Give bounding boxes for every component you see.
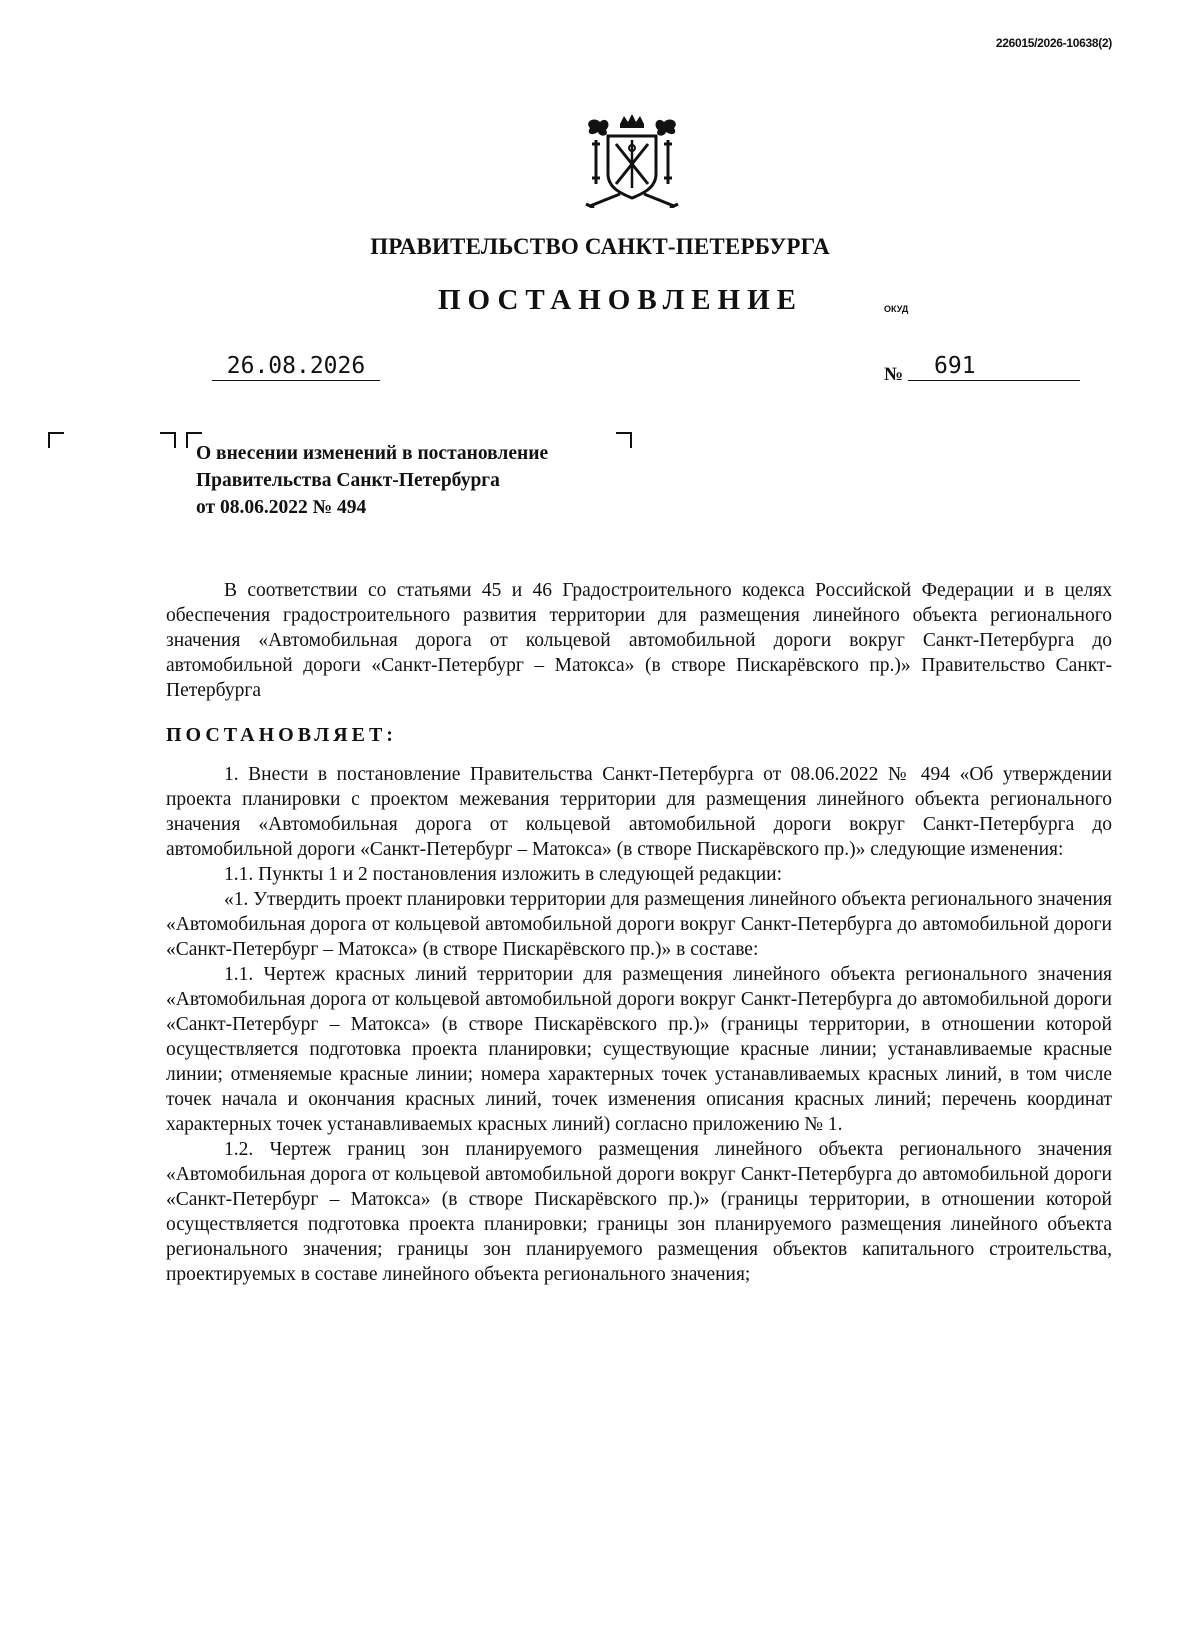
okud-label: ОКУД <box>884 304 909 314</box>
document-date: 26.08.2026 <box>212 352 380 381</box>
corner-mark <box>160 432 176 448</box>
document-body <box>166 578 1112 1287</box>
paragraph-1: 1. Внести в постановление Правительства Санкт-Петербурга от 08.06.2022 № 494 «Об утверждении проекта планировки с проектом межевания территории для размещения линейного объекта регионального значения «Автомобильная дорога от кольцевой автомобильной дороги вокруг Санкт-Петербурга до автомобильной дороги «Санкт-Петербург – Матокса» (в створе Пискарёвского пр.)» следующие изменения: <box>166 764 1112 860</box>
document-subject <box>196 440 666 521</box>
document-number: 691 <box>934 353 976 379</box>
subject-line: О внесении изменений в постановление <box>196 443 549 464</box>
st-petersburg-coat-of-arms-icon <box>580 114 684 208</box>
quoted-paragraph-1-2: 1.2. Чертеж границ зон планируемого размещения линейного объекта регионального значения «Автомобильная дорога от кольцевой автомобильной дороги вокруг Санкт-Петербурга до автомобильной дороги «Санкт-Петербург – Матокса» (в створе Пискарёвского пр.)» (границы территории, в отношении которой осуществляется подготовка проекта планировки; границы зон планируемого размещения линейного объекта регионального значения; границы зон планируемого размещения объектов капитального строительства, проектируемых в составе линейного объекта регионального значения; <box>166 1139 1112 1285</box>
document-number-field <box>908 352 1080 381</box>
subject-line: от 08.06.2022 № 494 <box>196 497 367 518</box>
number-label: № <box>884 364 904 385</box>
preamble-paragraph: В соответствии со статьями 45 и 46 Градостроительного кодекса Российской Федерации и в целях обеспечения градостроительного развития территории для размещения линейного объекта регионального значения «Автомобильная дорога от кольцевой автомобильной дороги вокруг Санкт-Петербурга до автомобильной дороги «Санкт-Петербург – Матокса» (в створе Пискарёвского пр.)» Правительство Санкт-Петербурга <box>166 580 1112 701</box>
corner-mark <box>48 432 64 448</box>
subject-line: Правительства Санкт-Петербурга <box>196 470 500 491</box>
quoted-paragraph-1: «1. Утвердить проект планировки территории для размещения линейного объекта регионального значения «Автомобильная дорога от кольцевой автомобильной дороги вокруг Санкт-Петербурга до автомобильной дороги «Санкт-Петербург – Матокса» (в створе Пискарёвского пр.)» в составе: <box>166 889 1112 960</box>
registration-number: 226015/2026-10638(2) <box>995 36 1112 50</box>
government-title: ПРАВИТЕЛЬСТВО САНКТ-ПЕТЕРБУРГА <box>370 234 830 259</box>
paragraph-1-1: 1.1. Пункты 1 и 2 постановления изложить в следующей редакции: <box>224 864 782 885</box>
quoted-paragraph-1-1: 1.1. Чертеж красных линий территории для размещения линейного объекта регионального значения «Автомобильная дорога от кольцевой автомобильной дороги вокруг Санкт-Петербурга до автомобильной дороги «Санкт-Петербург – Матокса» (в створе Пискарёвского пр.)» (границы территории, в отношении которой осуществляется подготовка проекта планировки; существующие красные линии; устанавливаемые красные линии; отменяемые красные линии; номера характерных точек устанавливаемых красных линий, в том числе точек начала и окончания красных линий, точек изменения описания красных линий; перечень координат характерных точек устанавливаемых красных линий) согласно приложению № 1. <box>166 964 1112 1135</box>
resolves-heading: ПОСТАНОВЛЯЕТ: <box>166 724 397 746</box>
document-type-heading: ПОСТАНОВЛЕНИЕ <box>438 284 804 316</box>
